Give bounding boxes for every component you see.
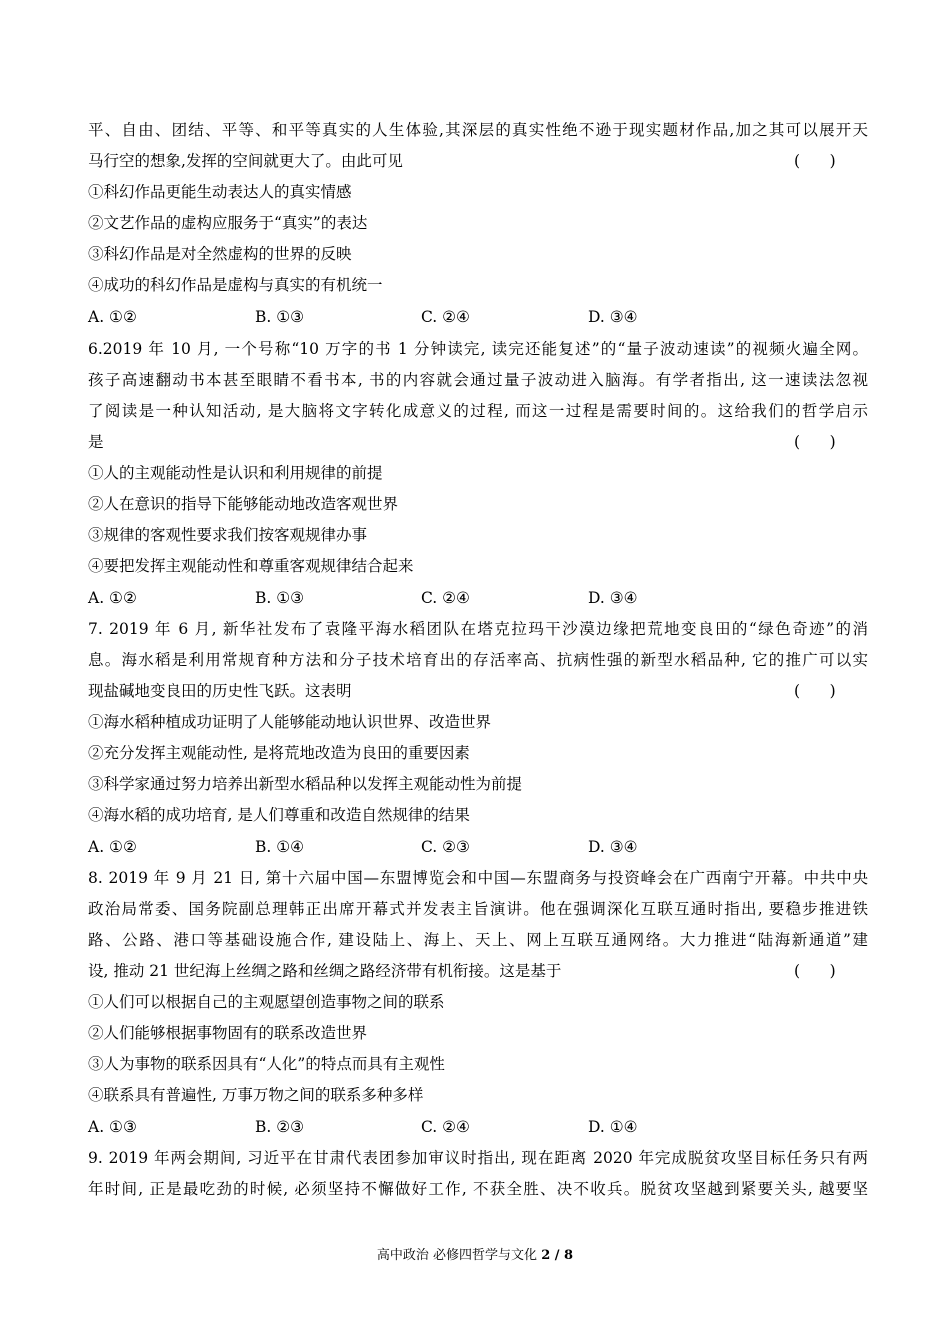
q8-stem-line: 政治局常委、国务院副总理韩正出席开幕式并发表主旨演讲。他在强调深化互联互通时指出, 要稳步推进铁 (88, 900, 868, 918)
q6-stem-line: 孩子高速翻动书本甚至眼睛不看书本, 书的内容就会通过量子波动进入脑海。有学者指出, 这一速读法忽视 (88, 371, 868, 389)
q8-item: ④联系具有普遍性, 万事万物之间的联系多种多样 (88, 1086, 424, 1104)
q5-item: ①科幻作品更能生动表达人的真实情感 (88, 183, 352, 201)
q8-item: ①人们可以根据自己的主观愿望创造事物之间的联系 (88, 993, 445, 1011)
q6-stem-line: 了阅读是一种认知活动, 是大脑将文字转化成意义的过程, 而这一过程是需要时间的。这给我们的哲学启示 (88, 402, 868, 420)
q8-option-a: A. ①③ (88, 1118, 137, 1136)
q8-stem-line: 路、公路、港口等基础设施合作, 建设陆上、海上、天上、网上互联互通网络。大力推进“陆海新通道”建 (88, 931, 868, 949)
q5-option-c: C. ②④ (421, 308, 470, 326)
answer-bracket: ( ) (794, 682, 836, 700)
q5-option-a: A. ①② (88, 308, 137, 326)
q7-option-c: C. ②③ (421, 838, 470, 856)
q7-item: ②充分发挥主观能动性, 是将荒地改造为良田的重要因素 (88, 744, 470, 762)
q6-item: ③规律的客观性要求我们按客观规律办事 (88, 526, 368, 544)
answer-bracket: ( ) (794, 152, 836, 170)
q7-option-d: D. ③④ (588, 838, 638, 856)
q6-item: ④要把发挥主观能动性和尊重客观规律结合起来 (88, 557, 414, 575)
q5-option-b: B. ①③ (255, 308, 305, 326)
q6-item: ①人的主观能动性是认识和利用规律的前提 (88, 464, 383, 482)
q7-item: ①海水稻种植成功证明了人能够能动地认识世界、改造世界 (88, 713, 492, 731)
q5-item: ③科幻作品是对全然虚构的世界的反映 (88, 245, 352, 263)
footer-title: 高中政治 必修四哲学与文化 (376, 1248, 538, 1263)
q6-option-d: D. ③④ (588, 589, 638, 607)
q6-item: ②人在意识的指导下能够能动地改造客观世界 (88, 495, 399, 513)
q5-item: ④成功的科幻作品是虚构与真实的有机统一 (88, 276, 383, 294)
q9-stem-line: 年时间, 正是最吃劲的时候, 必须坚持不懈做好工作, 不获全胜、决不收兵。脱贫攻坚越到紧要关头, 越要坚 (88, 1180, 868, 1198)
q7-option-b: B. ①④ (255, 838, 305, 856)
q6-stem-line: 6.2019 年 10 月, 一个号称“10 万字的书 1 分钟读完, 读完还能复述”的“量子波动速读”的视频火遍全网。 (88, 340, 868, 358)
page-footer (0, 1247, 950, 1265)
q7-item: ③科学家通过努力培养出新型水稻品种以发挥主观能动性为前提 (88, 775, 523, 793)
q5-stem-line: 平、自由、团结、平等、和平等真实的人生体验,其深层的真实性绝不逊于现实题材作品,加之其可以展开天 (88, 121, 868, 139)
q7-stem-line: 7. 2019 年 6 月, 新华社发布了袁隆平海水稻团队在塔克拉玛干沙漠边缘把荒地变良田的“绿色奇迹”的消 (88, 620, 868, 638)
q8-option-b: B. ②③ (255, 1118, 305, 1136)
q5-option-d: D. ③④ (588, 308, 638, 326)
q7-stem-line: 息。海水稻是利用常规育种方法和分子技术培育出的存活率高、抗病性强的新型水稻品种, 它的推广可以实 (88, 651, 868, 669)
q7-option-a: A. ①② (88, 838, 137, 856)
q5-item: ②文艺作品的虚构应服务于“真实”的表达 (88, 214, 368, 232)
q5-stem-line: 马行空的想象,发挥的空间就更大了。由此可见 (88, 152, 403, 170)
q7-item: ④海水稻的成功培育, 是人们尊重和改造自然规律的结果 (88, 806, 470, 824)
answer-bracket: ( ) (794, 962, 836, 980)
q8-item: ②人们能够根据事物固有的联系改造世界 (88, 1024, 368, 1042)
answer-bracket: ( ) (794, 433, 836, 451)
q8-item: ③人为事物的联系因具有“人化”的特点而具有主观性 (88, 1055, 445, 1073)
q8-option-d: D. ①④ (588, 1118, 638, 1136)
page-number: 2 / 8 (541, 1248, 574, 1263)
q8-stem-line: 8. 2019 年 9 月 21 日, 第十六届中国—东盟博览会和中国—东盟商务与投资峰会在广西南宁开幕。中共中央 (88, 869, 868, 887)
q6-option-c: C. ②④ (421, 589, 470, 607)
q7-stem-line: 现盐碱地变良田的历史性飞跃。这表明 (88, 682, 352, 700)
q8-option-c: C. ②④ (421, 1118, 470, 1136)
q6-stem-line: 是 (88, 433, 104, 451)
q9-stem-line: 9. 2019 年两会期间, 习近平在甘肃代表团参加审议时指出, 现在距离 2020 年完成脱贫攻坚目标任务只有两 (88, 1149, 868, 1167)
q6-option-a: A. ①② (88, 589, 137, 607)
q8-stem-line: 设, 推动 21 世纪海上丝绸之路和丝绸之路经济带有机衔接。这是基于 (88, 962, 562, 980)
q6-option-b: B. ①③ (255, 589, 305, 607)
